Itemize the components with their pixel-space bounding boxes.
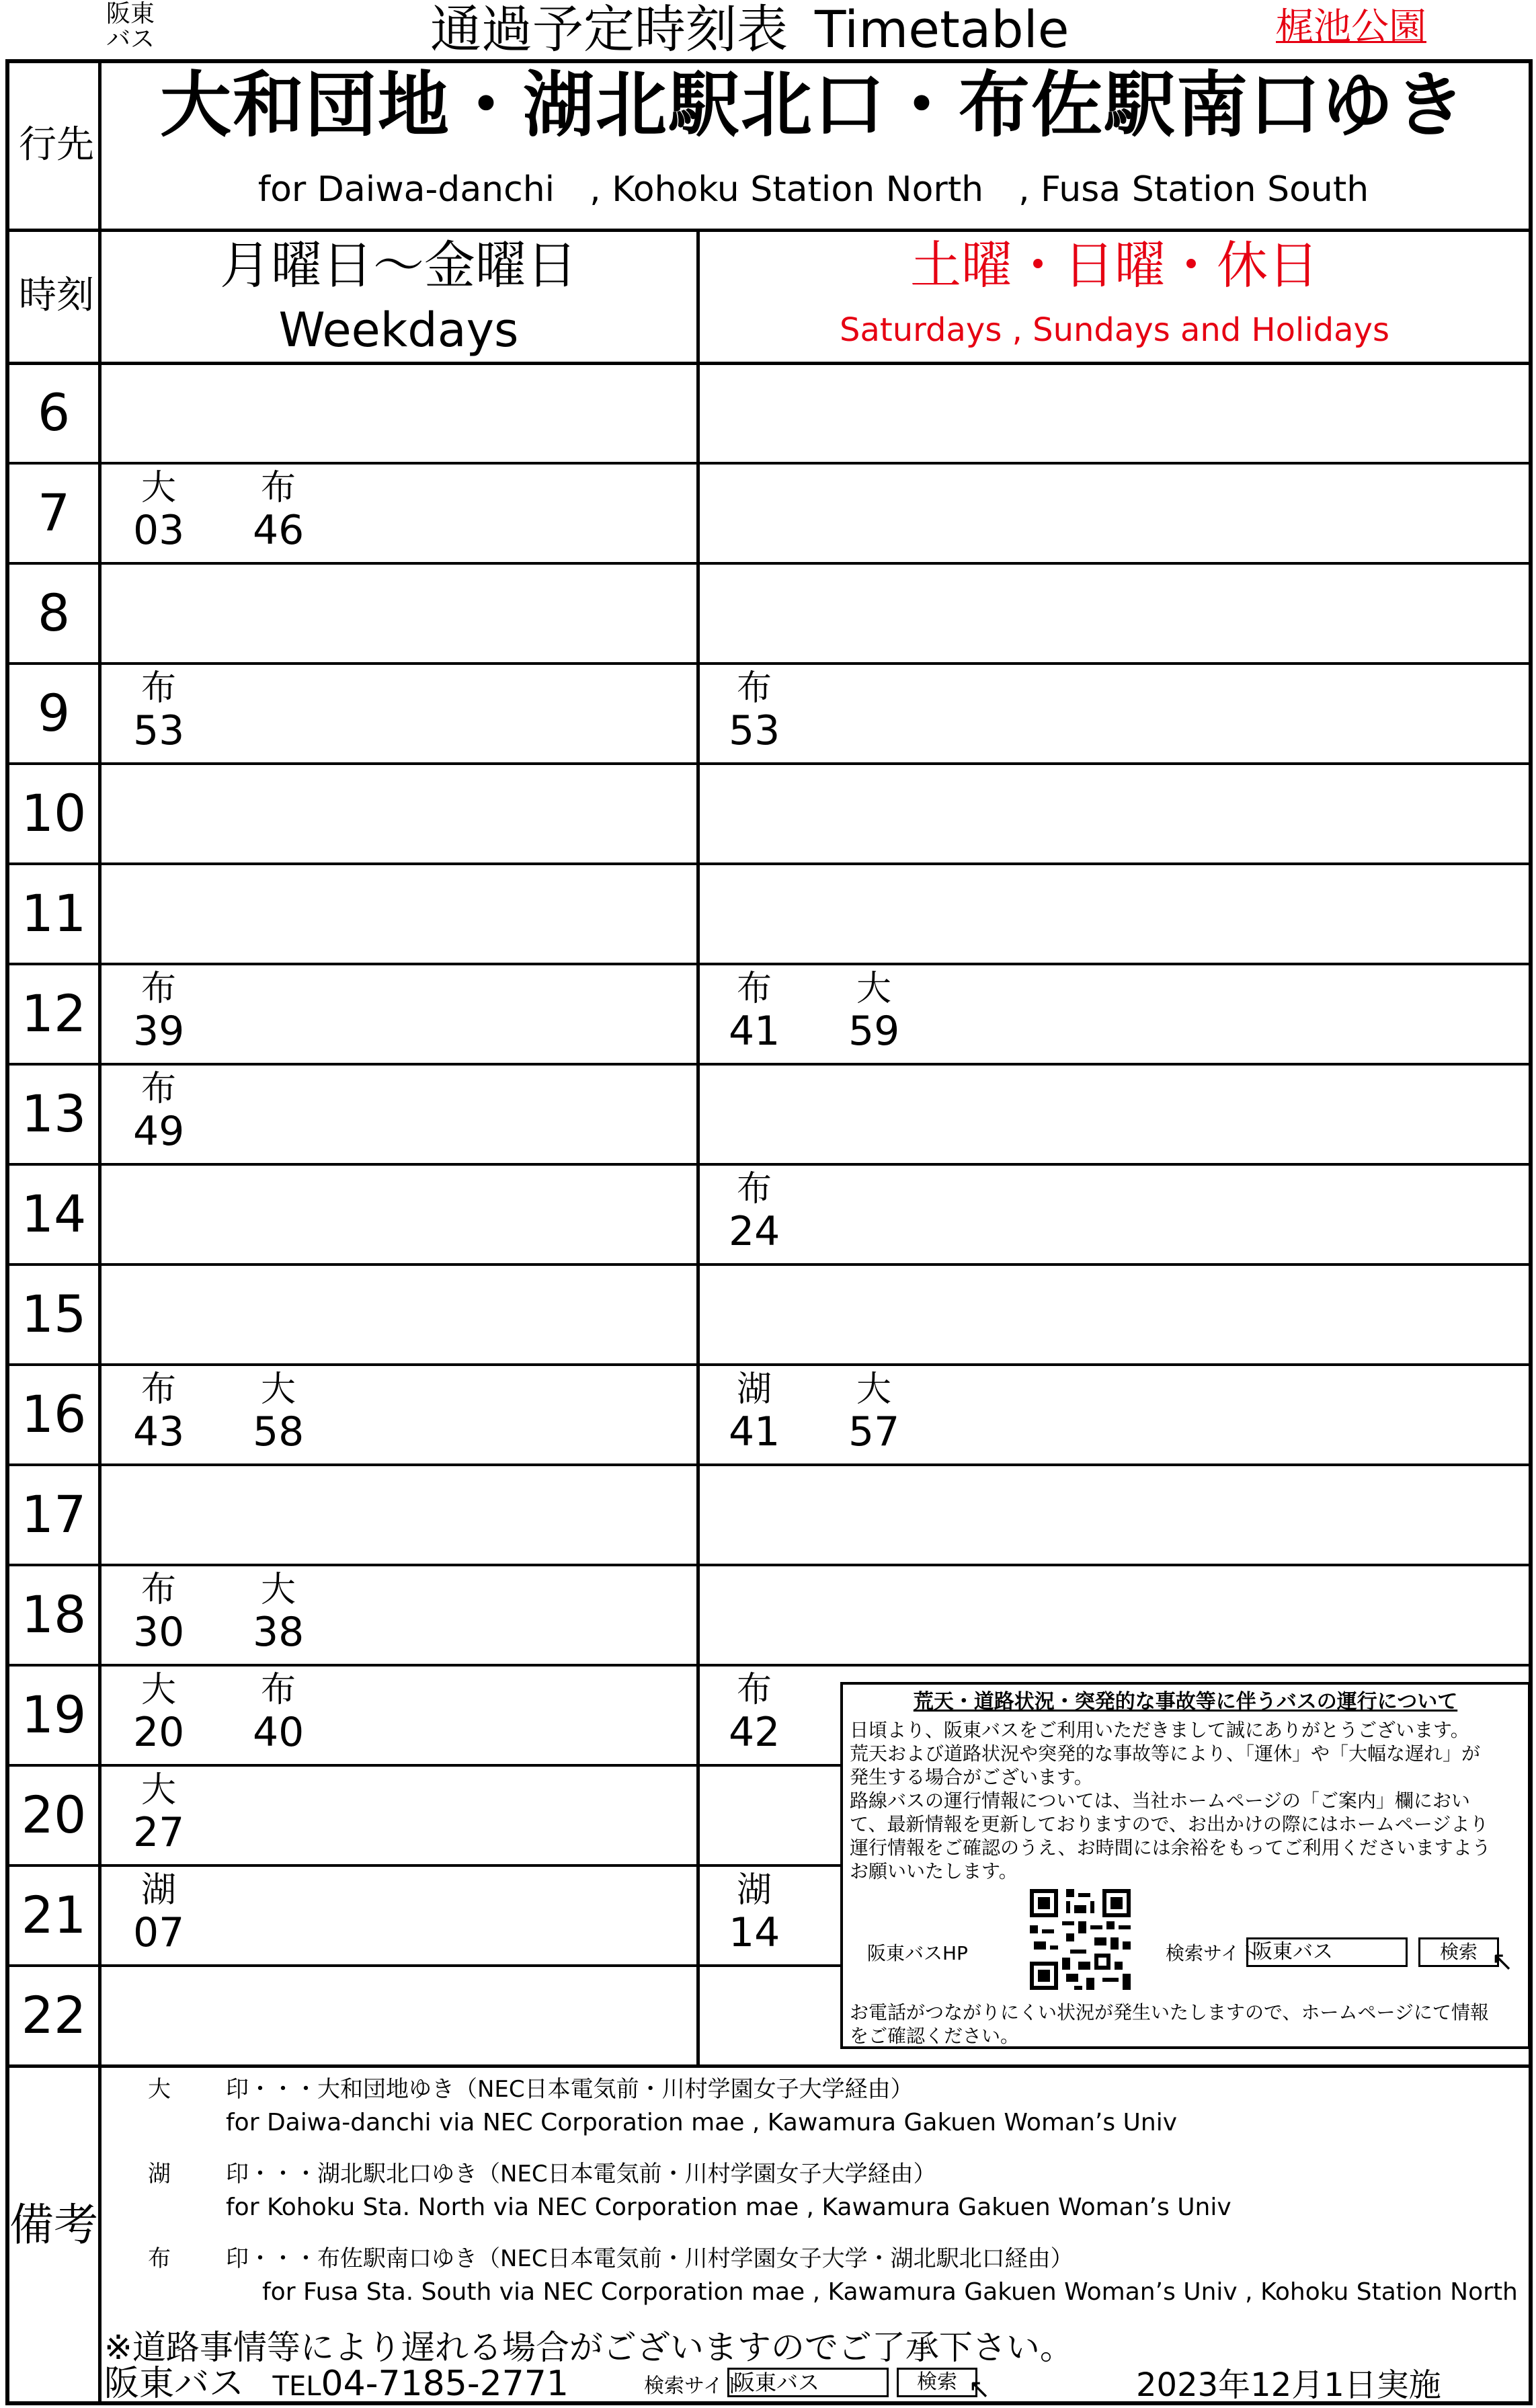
hour-cell: 16	[21, 1384, 87, 1444]
title-jp: 通過予定時刻表	[430, 0, 788, 59]
departure-minute: 20	[133, 1709, 185, 1756]
hour-cell: 8	[37, 583, 71, 643]
hour-row-divider	[9, 963, 1529, 965]
notice-search-input[interactable]: 阪東バス	[1246, 1937, 1408, 1967]
holiday-departure	[707, 668, 821, 752]
destination-mark: 大	[141, 468, 177, 508]
departure-minute: 30	[133, 1609, 185, 1656]
weekday-departure	[112, 668, 226, 752]
departure-minute: 59	[848, 1008, 900, 1055]
destination-mark: 布	[141, 668, 177, 709]
weekday-departure	[112, 1870, 226, 1954]
hour-cell: 19	[21, 1685, 87, 1744]
destination-mark: 湖	[737, 1870, 772, 1911]
holiday-departure	[707, 1168, 821, 1253]
remark-mark: 布	[148, 2245, 171, 2272]
departure-minute: 41	[729, 1408, 780, 1455]
footer-cursor-icon: ↖	[968, 2374, 991, 2405]
hour-row-divider	[9, 1263, 1529, 1266]
departure-minute: 07	[133, 1909, 185, 1956]
departure-minute: 41	[729, 1008, 780, 1055]
weekday-departure	[112, 1769, 226, 1854]
destination-label: 行先	[19, 123, 94, 167]
time-label: 時刻	[19, 274, 94, 317]
remark-jp: 印・・・布佐駅南口ゆき（NEC日本電気前・川村学園女子大学・湖北駅北口経由）	[226, 2245, 1074, 2272]
effective-date: 2023年12月1日実施	[1136, 2366, 1441, 2404]
departure-minute: 42	[729, 1709, 780, 1756]
page-title	[430, 1, 1102, 58]
destination-mark: 布	[261, 1670, 296, 1710]
departure-minute: 58	[253, 1408, 305, 1455]
tel-label: TEL	[272, 2371, 321, 2402]
divider-remarks	[9, 2064, 1529, 2068]
weekday-heading-en: Weekdays	[278, 303, 519, 358]
operation-notice	[840, 1682, 1531, 2049]
hour-row-divider	[9, 1564, 1529, 1566]
departure-minute: 40	[253, 1709, 305, 1756]
remark-mark: 大	[148, 2076, 171, 2103]
destination-mark: 布	[141, 1570, 177, 1610]
holiday-departure	[827, 1369, 941, 1453]
footer-search-input[interactable]: 阪東バス	[727, 2368, 889, 2397]
footer-search-button[interactable]: 検索	[897, 2368, 977, 2397]
departure-minute: 49	[133, 1108, 185, 1155]
holiday-departure	[707, 1369, 821, 1453]
company-small-logo	[106, 1, 155, 52]
weekday-departure	[112, 1569, 226, 1654]
divider-day-columns	[696, 229, 700, 2067]
holiday-heading-en: Saturdays , Sundays and Holidays	[840, 311, 1389, 349]
remark-mark: 湖	[148, 2161, 171, 2188]
cursor-icon: ↖	[1491, 1946, 1514, 1977]
weekday-departure	[112, 467, 226, 552]
hour-cell: 12	[21, 984, 87, 1043]
hour-cell: 15	[21, 1284, 87, 1344]
company-small-line2: バス	[106, 26, 155, 53]
hour-row-divider	[9, 1163, 1529, 1166]
hour-cell: 18	[21, 1584, 87, 1644]
notice-search-button[interactable]: 検索	[1418, 1937, 1499, 1967]
destination-mark: 大	[141, 1670, 177, 1710]
divider-destination	[9, 229, 1529, 232]
footer-company: 阪東バス	[104, 2364, 245, 2404]
hour-cell: 10	[21, 783, 87, 843]
destination-mark: 大	[261, 1369, 296, 1410]
weekday-departure	[112, 968, 226, 1053]
hour-row-divider	[9, 862, 1529, 865]
remark-en: for Daiwa-danchi via NEC Corporation mae , Kawamura Gakuen Woman’s Univ	[226, 2109, 1178, 2136]
tel-number[interactable]: 04-7185-2771	[321, 2364, 569, 2404]
hour-row-divider	[9, 1463, 1529, 1466]
destination-mark: 布	[141, 1369, 177, 1410]
destination-mark: 布	[261, 468, 296, 508]
holiday-departure	[707, 1870, 821, 1954]
destination-mark: 大	[261, 1570, 296, 1610]
remark-jp: 印・・・湖北駅北口ゆき（NEC日本電気前・川村学園女子大学経由）	[226, 2161, 936, 2188]
hour-row-divider	[9, 1363, 1529, 1366]
holiday-departure	[707, 1669, 821, 1754]
destination-mark: 大	[856, 1369, 892, 1410]
hour-cell: 22	[21, 1985, 87, 2045]
weekday-departure	[231, 1669, 346, 1754]
notice-footer: お電話がつながりにくい状況が発生いたしますので、ホームページにて情報 をご確認ください。	[850, 2001, 1489, 2047]
holiday-departure	[707, 968, 821, 1053]
hour-cell: 20	[21, 1785, 87, 1845]
destination-mark: 布	[737, 668, 772, 709]
hour-row-divider	[9, 662, 1529, 665]
hour-cell: 13	[21, 1084, 87, 1143]
departure-minute: 43	[133, 1408, 185, 1455]
hour-row-divider	[9, 762, 1529, 765]
weekday-departure	[112, 1669, 226, 1754]
destination-mark: 布	[141, 969, 177, 1009]
departure-minute: 14	[729, 1909, 780, 1956]
departure-minute: 39	[133, 1008, 185, 1055]
company-small-line1: 阪東	[106, 0, 155, 28]
hp-label: 阪東バスHP	[867, 1942, 968, 1964]
destination-mark: 布	[737, 1670, 772, 1710]
weekday-departure	[231, 467, 346, 552]
destination-en: for Daiwa-danchi , Kohoku Station North , Fusa Station South	[257, 169, 1369, 210]
departure-minute: 38	[253, 1609, 305, 1656]
departure-minute: 03	[133, 507, 185, 554]
qr-code-icon[interactable]	[1030, 1889, 1131, 1990]
footer-search-label: 検索サイト	[644, 2374, 743, 2398]
weekday-departure	[231, 1369, 346, 1453]
hour-row-divider	[9, 562, 1529, 565]
hour-cell: 11	[21, 883, 87, 943]
departure-minute: 53	[729, 707, 780, 754]
notice-title: 荒天・道路状況・突発的な事故等に伴うバスの運行について	[913, 1690, 1458, 1714]
hour-row-divider	[9, 1664, 1529, 1667]
hour-cell: 21	[21, 1885, 87, 1945]
holiday-heading-jp: 土曜・日曜・休日	[910, 235, 1319, 295]
weekday-departure	[231, 1569, 346, 1654]
destination-jp: 大和団地・湖北駅北口・布佐駅南口ゆき	[160, 64, 1467, 147]
departure-minute: 24	[729, 1208, 780, 1255]
notice-body: 日頃より、阪東バスをご利用いただきまして誠にありがとうございます。 荒天および道路状況や突発的な事故等により、「運休」や「大幅な遅れ」が 発生する場合がございます。 路線バスの運行情報については、当社ホームページの「ご案内」欄におい て、最新情報を更新しておりますので、お出かけの際にはホームページより 運行情報をご確認のうえ、お時間には余裕をもってご利用くださいますよう お願いいたします。	[850, 1719, 1491, 1882]
stop-name: 梶池公園	[1276, 5, 1426, 49]
title-en: Timetable	[815, 0, 1069, 59]
holiday-departure	[827, 968, 941, 1053]
hour-row-divider	[9, 462, 1529, 465]
remark-jp: 印・・・大和団地ゆき（NEC日本電気前・川村学園女子大学経由）	[226, 2076, 914, 2103]
remarks-label: 備考	[9, 2199, 98, 2251]
destination-mark: 湖	[737, 1369, 772, 1410]
weekday-heading-jp: 月曜日～金曜日	[220, 235, 577, 295]
notice-search-label: 検索サイト	[1166, 1942, 1259, 1964]
delay-note: ※道路事情等により遅れる場合がございますのでご了承下さい。	[104, 2328, 1074, 2367]
departure-minute: 27	[133, 1809, 185, 1856]
destination-mark: 布	[737, 969, 772, 1009]
departure-minute: 46	[253, 507, 305, 554]
destination-mark: 湖	[141, 1870, 177, 1911]
divider-remarks-column	[98, 2064, 102, 2401]
destination-mark: 布	[737, 1169, 772, 1209]
destination-mark: 大	[141, 1770, 177, 1810]
hour-cell: 6	[37, 383, 71, 442]
remark-en: for Fusa Sta. South via NEC Corporation mae , Kawamura Gakuen Woman’s Univ , Kohoku Station North	[262, 2278, 1518, 2306]
departure-minute: 53	[133, 707, 185, 754]
hour-cell: 7	[37, 483, 71, 543]
hour-row-divider	[9, 1063, 1529, 1066]
weekday-departure	[112, 1068, 226, 1153]
footer-contact	[104, 2364, 569, 2407]
hour-cell: 9	[37, 683, 71, 743]
hour-cell: 14	[21, 1184, 87, 1244]
remark-en: for Kohoku Sta. North via NEC Corporation mae , Kawamura Gakuen Woman’s Univ	[226, 2194, 1231, 2221]
hour-cell: 17	[21, 1484, 87, 1544]
destination-mark: 布	[141, 1069, 177, 1109]
departure-minute: 57	[848, 1408, 900, 1455]
weekday-departure	[112, 1369, 226, 1453]
destination-mark: 大	[856, 969, 892, 1009]
divider-header	[9, 362, 1529, 365]
